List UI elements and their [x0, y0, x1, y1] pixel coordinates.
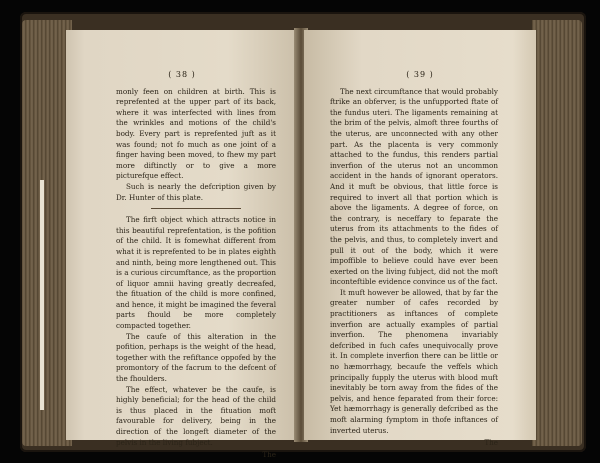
right-page: [304, 30, 536, 448]
bookmark-ribbon: [40, 180, 44, 410]
paragraph: Such is nearly the defcription given by Dr. Hunter of this plate.: [116, 181, 276, 202]
paragraph: The next circumftance that would probably ftrike an obferver, is the unfupported ftate of the fundus uteri. The ligaments remaining at the brim of the pelvis, almoft three fourths of the uterus, are unconnected with any other part. As the placenta is very commonly attached to the fundus, this renders partial inverfion of the uterus not an uncommon accident in the hands of ignorant operators. And it muft be obvious, that little force is required to invert all that portion which is above the ligaments. A degree of force, on the contrary, is neceffary to feparate the uterus from its attachments to the fides of the pelvis, and thus, to completely invert and pull it out of the body, which it were impoffible to believe could have ever been exerted on the living fubject, did not the moft inconteftible evidence convince us of the fact.: [330, 86, 498, 287]
paragraph: monly feen on children at birth. This is reprefented at the upper part of its back, where it was interfected with lines from the wrinkles and motions of the child's body. Every part is reprefented juft as it was found; not fo much as one joint of a finger having been moved, to fhew my part more diftinctly or to give a more picturefque effect.: [116, 86, 276, 181]
page-edges-left: [22, 20, 72, 446]
left-page-number: ( 38 ): [168, 70, 196, 79]
page-edges-right: [532, 20, 582, 446]
paragraph: The effect, whatever be the caufe, is highly beneficial; for the head of the child is thus placed in the fituation moft favourable for delivery, being in the direction of the longeft diameter of the pelvis in the living fubject.: [116, 384, 276, 447]
paragraph: The firft object which attracts notice in this beautiful reprefentation, is the pofition of the child. It is fomewhat different from what it is reprefented to be in plates eighth and ninth, being more lengthened out. This is a curious circumftance, as the proportion of liquor amnii having greatly decreafed, the fituation of the child is more confined, and hence, it might be imagined the feveral parts fhould be more completely compacted together.: [116, 215, 276, 331]
right-page-text: [304, 87, 536, 449]
left-page-text: [66, 87, 298, 461]
right-catchword: The: [484, 438, 498, 448]
right-page-number: ( 39 ): [406, 70, 434, 79]
paragraph: The caufe of this alteration in the pofition, perhaps is the weight of the head, together with the refiftance oppofed by the promontory of the facrum to the defcent of the fhoulders.: [116, 331, 276, 384]
paragraph: It muft however be allowed, that by far the greater number of cafes recorded by practitioners as inftances of complete inverfion are actually examples of partial inverfion. The phenomena invariably defcribed in fuch cafes unequivocally prove it. In complete inverfion there can be little or no hæmorrhagy, becaufe the veffels which principally fupply the uterus with blood muft inevitably be torn away from the fides of the pelvis, and hence feparated from their force: Yet hæmorrhagy is generally defcribed as the moft alarming fymptom in thofe inftances of inverted uterus.: [330, 287, 498, 435]
left-page: [66, 30, 298, 460]
section-divider: [151, 208, 241, 209]
left-catchword: The: [262, 450, 276, 460]
